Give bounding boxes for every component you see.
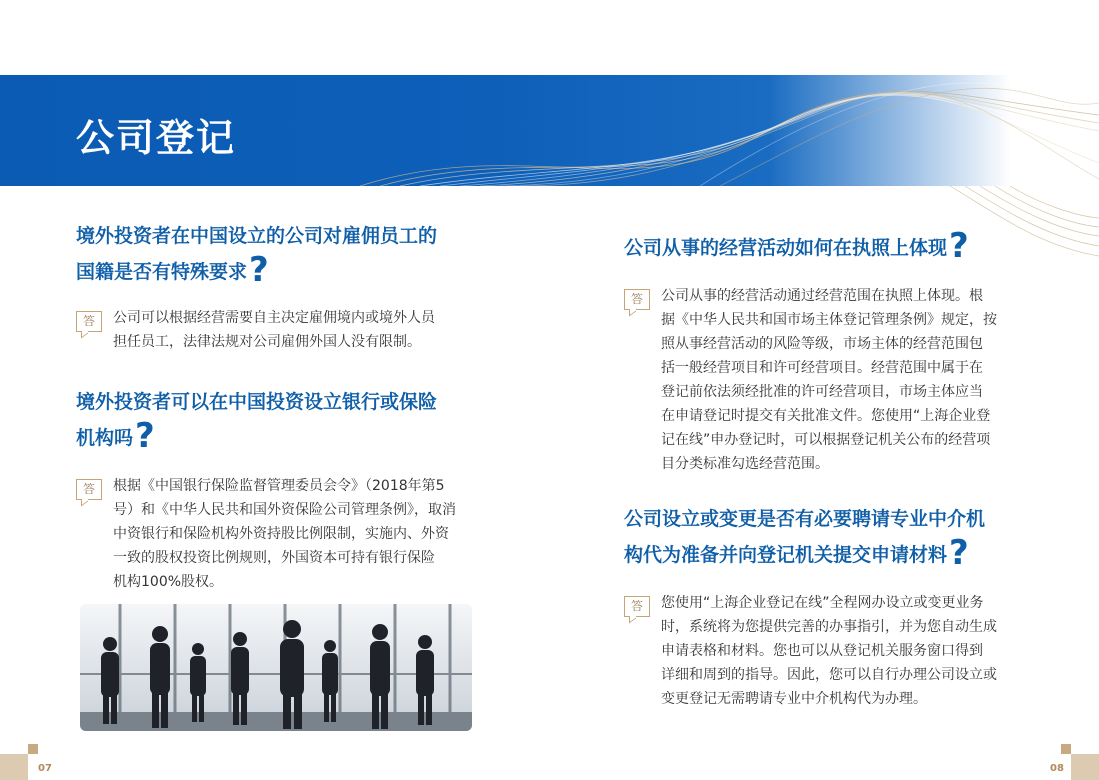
question-title-2 (76, 385, 496, 455)
answer-text-4: 您使用“上海企业登记在线”全程网办设立或变更业务 时，系统将为您提供完善的办事指引，并为您自动生成 申请表格和材料。您也可以从登记机关服务窗口得到 详细和周到的指导。因此，您可以自行办理公司设立或 变更登记无需聘请专业中介机构代为办理。 (661, 595, 997, 707)
question-title-1 (76, 219, 496, 289)
page-number-right: 08 (1050, 763, 1064, 774)
corner-decoration-left (28, 744, 38, 754)
question-mark-icon: ? (135, 416, 155, 456)
question-mark-icon: ? (949, 226, 969, 266)
question-title-4 (624, 502, 1044, 572)
answer-text-1: 公司可以根据经营需要自主决定雇佣境内或境外人员 担任员工，法律法规对公司雇佣外国人没有限制。 (113, 310, 435, 350)
question-title-2-line1: 境外投资者可以在中国投资设立银行或保险 (76, 391, 438, 413)
corner-decoration-right (1061, 744, 1071, 754)
question-title-2-line2: 机构吗? (76, 416, 155, 456)
page-title: 公司登记 (76, 116, 237, 160)
corner-decoration-right-2 (1071, 754, 1099, 780)
question-title-3-line1: 公司从事的经营活动如何在执照上体现? (624, 226, 969, 266)
answer-badge-icon: 答 (624, 596, 650, 617)
corner-decoration-left-2 (0, 754, 28, 780)
silhouettes-image (80, 604, 472, 731)
page-number-left: 07 (38, 763, 52, 774)
question-mark-icon: ? (249, 250, 269, 290)
question-title-3 (624, 226, 1044, 266)
answer-badge-icon: 答 (76, 479, 102, 500)
business-people-photo (80, 604, 472, 731)
answer-badge-icon: 答 (624, 289, 650, 310)
answer-badge-icon: 答 (76, 311, 102, 332)
question-title-4-line1: 公司设立或变更是否有必要聘请专业中介机 (624, 508, 986, 530)
header-banner (0, 75, 1099, 186)
question-title-1-line2: 国籍是否有特殊要求? (76, 250, 269, 290)
question-title-1-line1: 境外投资者在中国设立的公司对雇佣员工的 (76, 225, 438, 247)
answer-text-3: 公司从事的经营活动通过经营范围在执照上体现。根 据《中华人民共和国市场主体登记管理条例》规定，按 照从事经营活动的风险等级，市场主体的经营范围包 括一般经营项目和许可经营项目。经营范围中属于在 登记前依法须经批准的许可经营项目，市场主体应当 在申请登记时提交有关批准文件。您使用“上海企业登 记在线”申办登记时，可以根据登记机关公布的经营项 目分类标准勾选经营范围。 (661, 288, 997, 472)
answer-text-2: 根据《中国银行保险监督管理委员会令》（2018年第5 号）和《中华人民共和国外资保险公司管理条例》，取消 中资银行和保险机构外资持股比例限制，实施内、外资 一致的股权投资比例规则，外国资本可持有银行保险 机构100%股权。 (113, 478, 456, 590)
question-title-4-line2: 构代为准备并向登记机关提交申请材料? (624, 533, 969, 573)
question-mark-icon: ? (949, 533, 969, 573)
